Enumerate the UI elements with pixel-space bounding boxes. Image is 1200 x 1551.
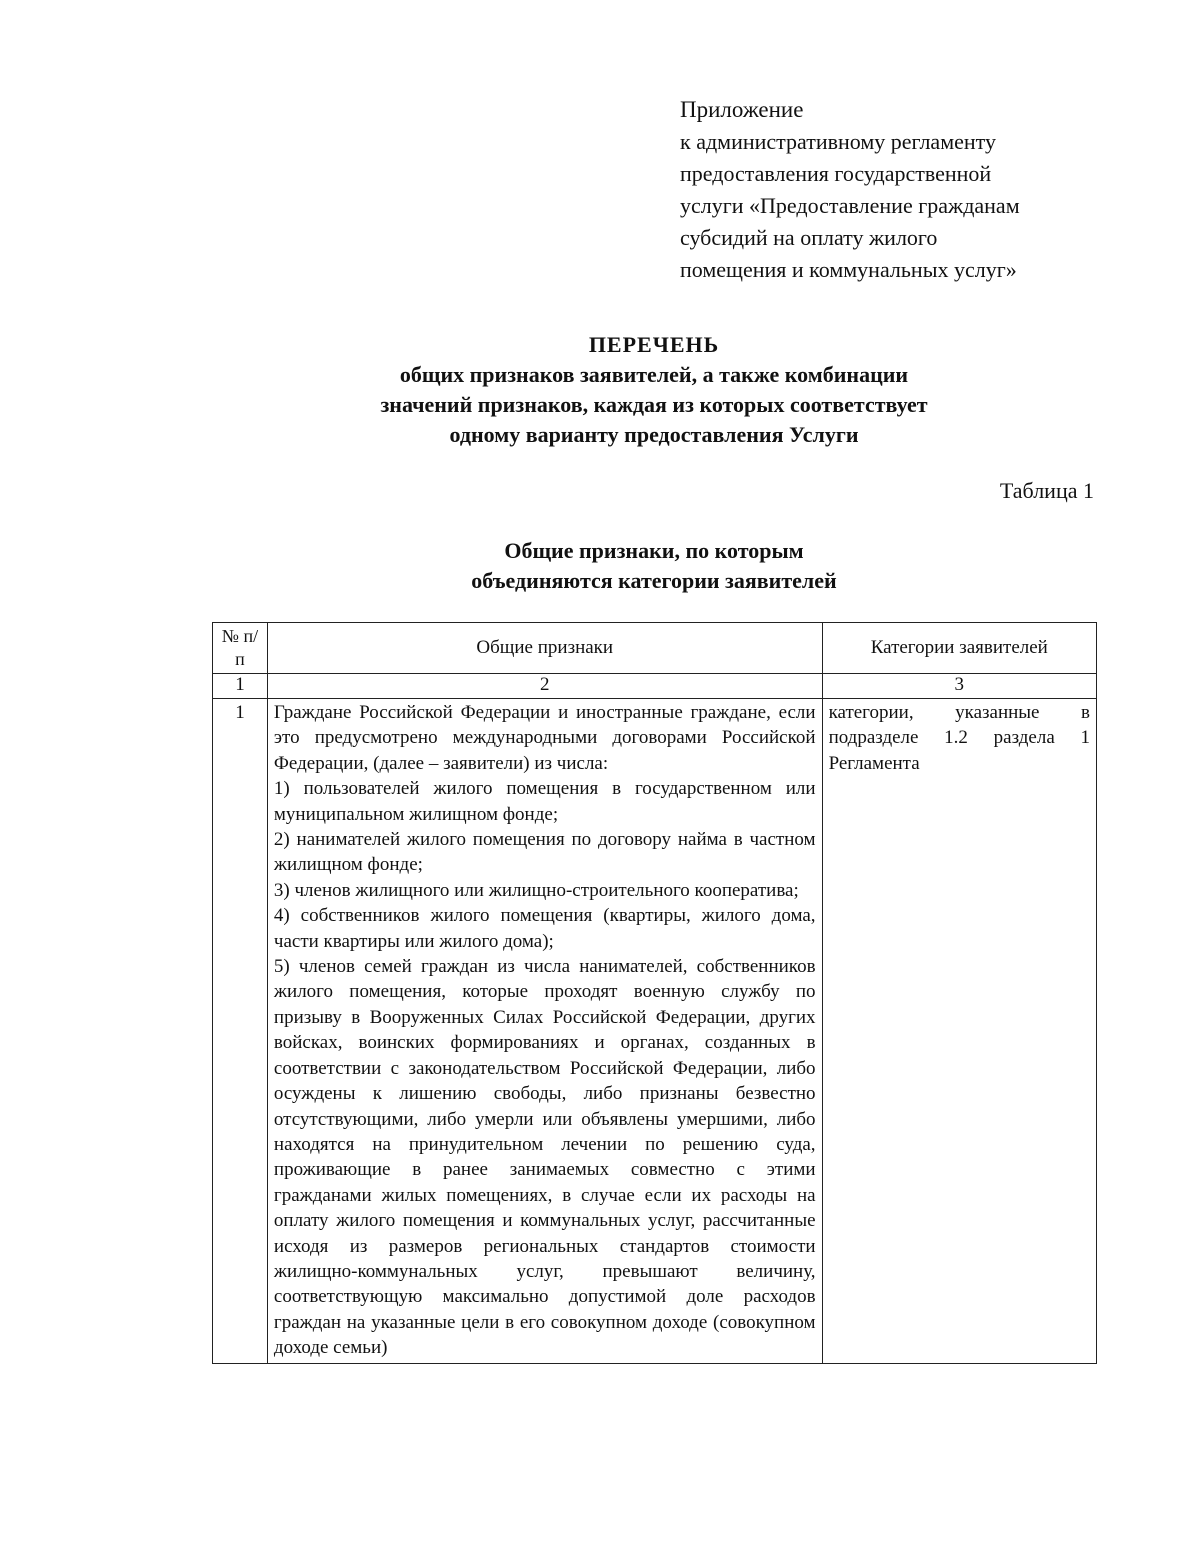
features-table — [212, 622, 1097, 1364]
table-title — [0, 536, 1200, 596]
appendix-block — [680, 94, 1120, 286]
appendix-title: Приложение — [680, 97, 804, 122]
title-main: ПЕРЕЧЕНЬ — [588, 332, 720, 357]
column-number: 3 — [822, 674, 1096, 699]
appendix-line: предоставления государственной — [680, 161, 992, 186]
feature-item: 2) нанимателей жилого помещения по договору найма в частном жилищном фонде; — [273, 829, 816, 876]
feature-item: 5) членов семей граждан из числа нанимателей, собственников жилого помещения, которые проходят военную службу по призыву в Вооруженных Силах Российской Федерации, других войсках, воинских формированиях и органах, созданных в соответствии с законодательством Российской Федерации, либо осуждены к лишению свободы, либо признаны безвестно отсутствующими, либо умерли или объявлены умершими, либо находятся на принудительном лечении по решению суда, проживающие в ранее занимаемых совместно с этими гражданами жилых помещениях, в случае если их расходы на оплату жилого помещения и коммунальных услуг, рассчитанные исходя из размеров региональных стандартов стоимости жилищно-коммунальных услуг, превышают величину, соответствующую максимально допустимой доле расходов граждан на указанные цели в его совокупном доходе (совокупном доходе семьи) — [273, 956, 816, 1359]
column-number-row — [213, 674, 1097, 699]
column-number: 1 — [213, 674, 268, 699]
document-title — [0, 330, 1200, 450]
feature-item: 4) собственников жилого помещения (квартиры, жилого дома, части квартиры или жилого дома); — [273, 905, 816, 952]
column-number: 2 — [267, 674, 822, 699]
feature-item: 3) членов жилищного или жилищно-строительного кооператива; — [273, 879, 799, 901]
table-header-row — [213, 623, 1097, 674]
title-line: общих признаков заявителей, а также комбинации — [399, 362, 909, 387]
appendix-line: субсидий на оплату жилого — [680, 225, 938, 250]
categories-text: категории, указанные в подразделе 1.2 раздела 1 Регламента — [828, 702, 1090, 774]
features-intro: Граждане Российской Федерации и иностранные граждане, если это предусмотрено международными договорами Российской Федерации, (далее – заявители) из числа: — [273, 702, 816, 774]
appendix-line: услуги «Предоставление гражданам — [680, 193, 1020, 218]
appendix-line: к административному регламенту — [680, 129, 996, 154]
header-features: Общие признаки — [267, 623, 822, 674]
row-categories — [822, 699, 1096, 1364]
title-line: значений признаков, каждая из которых соответствует — [380, 392, 928, 417]
table-row — [213, 699, 1097, 1364]
title-line: одному варианту предоставления Услуги — [449, 422, 859, 447]
appendix-line: помещения и коммунальных услуг» — [680, 257, 1017, 282]
row-num: 1 — [213, 699, 268, 1364]
header-num: № п/п — [213, 623, 268, 674]
header-categories: Категории заявителей — [822, 623, 1096, 674]
feature-item: 1) пользователей жилого помещения в государственном или муниципальном жилищном фонде; — [273, 778, 816, 825]
table-title-line: Общие признаки, по которым — [504, 538, 804, 563]
table-label: Таблица 1 — [999, 478, 1094, 503]
table-title-line: объединяются категории заявителей — [471, 568, 837, 593]
row-features — [267, 699, 822, 1364]
